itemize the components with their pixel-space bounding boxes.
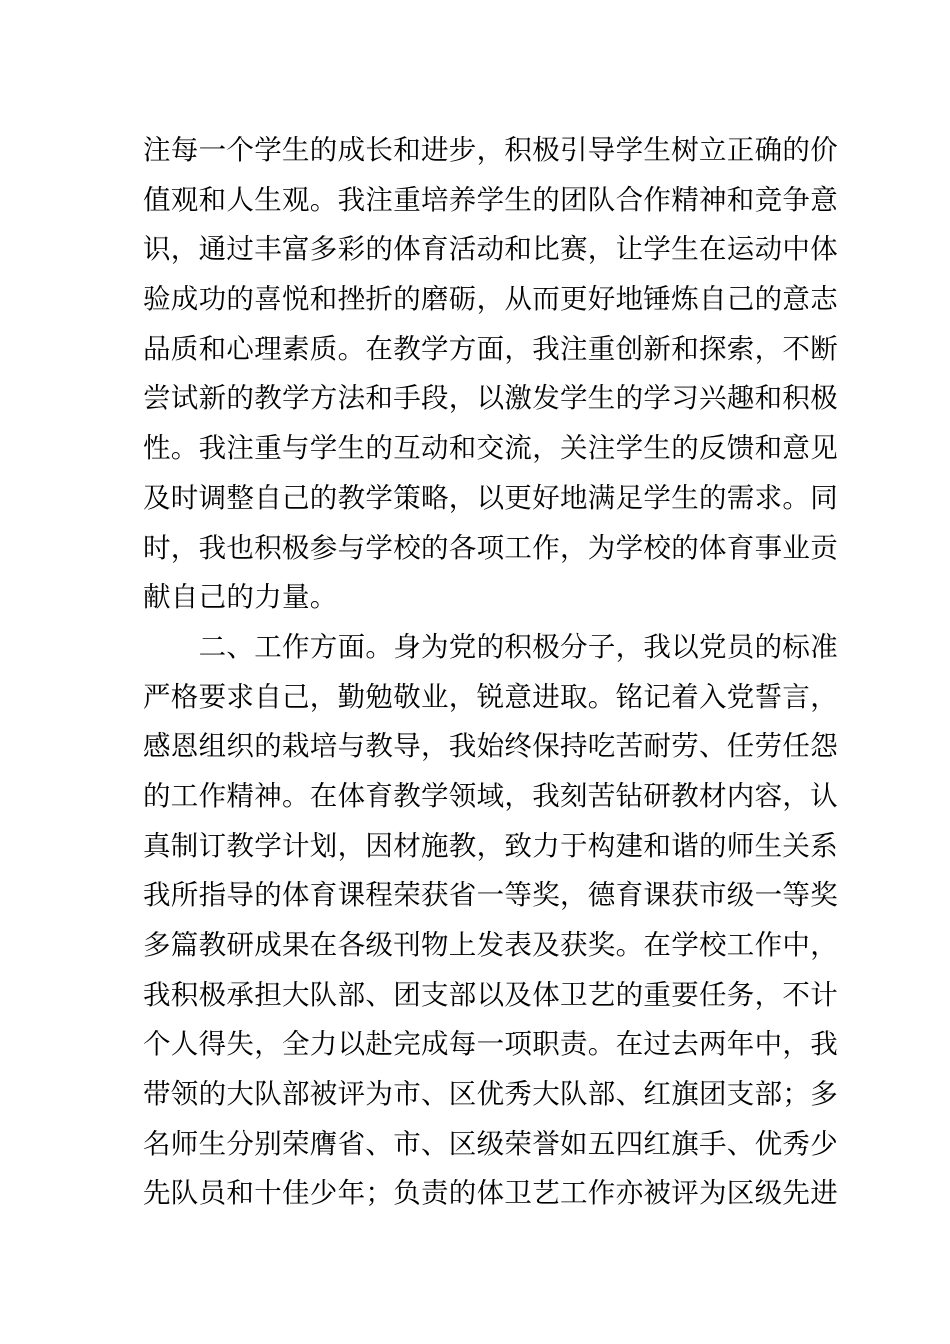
text-line: 献自己的力量。 [143,581,338,614]
text-line: 识，通过丰富多彩的体育活动和比赛，让学生在运动中体 [143,233,838,266]
text-line: 性。我注重与学生的互动和交流，关注学生的反馈和意见 [143,432,838,465]
text-line: 时，我也积极参与学校的各项工作，为学校的体育事业贡 [143,531,838,564]
text-line: 先队员和十佳少年；负责的体卫艺工作亦被评为区级先进 [143,1177,838,1210]
text-line: 及时调整自己的教学策略，以更好地满足学生的需求。同 [143,481,838,514]
text-line: 个人得失，全力以赴完成每一项职责。在过去两年中，我 [143,1028,838,1061]
text-line: 验成功的喜悦和挫折的磨砺，从而更好地锤炼自己的意志 [143,283,838,316]
text-line: 带领的大队部被评为市、区优秀大队部、红旗团支部；多 [143,1078,838,1111]
text-line: 名师生分别荣膺省、市、区级荣誉如五四红旗手、优秀少 [143,1127,838,1160]
text-line: 注每一个学生的成长和进步，积极引导学生树立正确的价 [143,134,838,166]
text-line: 我积极承担大队部、团支部以及体卫艺的重要任务，不计 [143,978,838,1011]
body-text [143,126,838,1219]
text-line: 真制订教学计划，因材施教，致力于构建和谐的师生关系 [143,829,838,862]
text-line: 值观和人生观。我注重培养学生的团队合作精神和竞争意 [143,183,838,216]
text-line: 多篇教研成果在各级刊物上发表及获奖。在学校工作中， [143,929,838,961]
text-line: 尝试新的教学方法和手段，以激发学生的学习兴趣和积极 [143,382,838,415]
text-line: 严格要求自己，勤勉敬业，锐意进取。铭记着入党誓言， [143,680,838,713]
text-line: 的工作精神。在体育教学领域，我刻苦钻研教材内容，认 [143,779,838,812]
text-line: 我所指导的体育课程荣获省一等奖，德育课获市级一等奖 [143,879,838,912]
text-line: 二、工作方面。身为党的积极分子，我以党员的标准 [143,630,838,663]
text-line: 品质和心理素质。在教学方面，我注重创新和探索，不断 [143,332,838,365]
text-line: 感恩组织的栽培与教导，我始终保持吃苦耐劳、任劳任怨 [143,730,838,763]
